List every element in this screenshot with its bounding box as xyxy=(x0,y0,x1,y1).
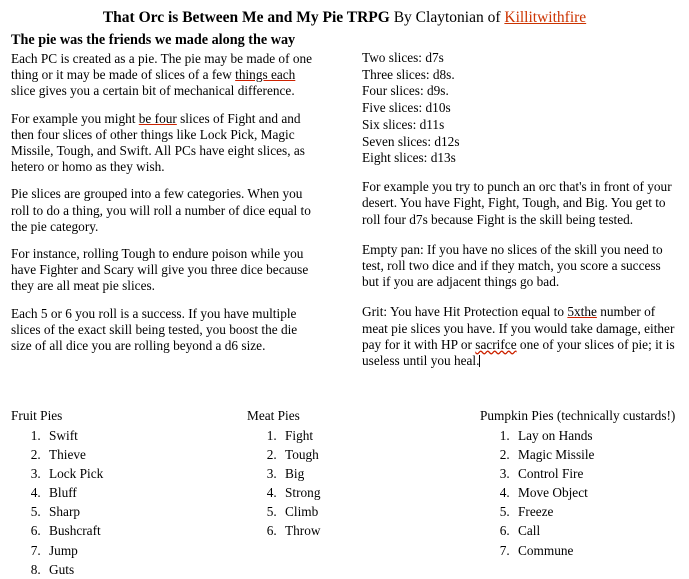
paragraph: For example you try to punch an orc that's in front of your desert. You have Fight, Fight, Tough, and Big. You get to roll four d7s because Fight is the skill being tested. xyxy=(362,179,672,227)
text-run-underlined: be four xyxy=(138,110,177,126)
dice-line: Seven slices: d12s xyxy=(362,133,460,149)
dice-line: Six slices: d11s xyxy=(362,116,445,132)
text-run: Grit: You have Hit Protection equal to xyxy=(362,304,568,320)
paragraph xyxy=(362,304,680,369)
text-run-underlined: 5xthe xyxy=(567,304,597,320)
page-title: That Orc is Between Me and My Pie TRPG xyxy=(102,9,390,26)
text-run-underlined: things each xyxy=(235,67,296,83)
meat-pies-block xyxy=(247,408,437,541)
list-item: 6. Bushcraft xyxy=(44,521,211,540)
meat-pies-heading: Meat Pies xyxy=(247,407,300,423)
text-cursor xyxy=(479,355,480,367)
pumpkin-pies-list xyxy=(480,426,680,560)
pie-category-lists xyxy=(0,407,689,577)
list-item: 7. Jump xyxy=(44,541,211,560)
dice-line: Two slices: d7s xyxy=(362,49,444,65)
text-run-misspelled: sacrifce xyxy=(475,336,517,352)
pumpkin-pies-heading: Pumpkin Pies (technically custards!) xyxy=(480,407,676,423)
paragraph: Pie slices are grouped into a few categories. When you roll to do a thing, you will roll a number of dice equal to the pie category. xyxy=(11,186,311,234)
dice-line: Eight slices: d13s xyxy=(362,150,456,166)
text-run: one of your slices of pie; it is useless until you heal. xyxy=(362,336,675,369)
pumpkin-pies-block xyxy=(480,408,680,560)
section-heading-pie: The pie was the friends we made along the way xyxy=(11,31,296,48)
list-item: 3. Big xyxy=(280,464,437,483)
list-item: 7. Commune xyxy=(513,541,680,560)
paragraph: For instance, rolling Tough to endure poison while you have Fighter and Scary will give you three dice because they are all meat pie slices. xyxy=(11,246,309,294)
author-link[interactable]: Killitwithfire xyxy=(504,9,587,26)
list-item: 6. Throw xyxy=(280,521,437,540)
list-item: 8. Guts xyxy=(44,560,211,579)
text-run: Each PC is created as a pie. The pie may be made of one thing or it may be made of slices of a few xyxy=(11,50,313,83)
right-column xyxy=(362,50,680,380)
title-byline: By Claytonian of xyxy=(389,9,505,26)
text-run: number of meat pie slices you have. If you would take damage, either pay for it with HP or xyxy=(362,304,675,352)
list-item: 4. Bluff xyxy=(44,483,211,502)
dice-line: Three slices: d8s. xyxy=(362,66,455,82)
list-item: 2. Magic Missile xyxy=(513,445,680,464)
meat-pies-list xyxy=(247,426,437,541)
list-item: 5. Climb xyxy=(280,502,437,521)
fruit-pies-block xyxy=(11,408,211,579)
list-item: 6. Call xyxy=(513,521,680,540)
text-run: slices of Fight and and then four slices of other things like Lock Pick, Magic Missile, Tough, and Swift. All PCs have eight slices, as hetero or homo as they wish. xyxy=(11,110,305,175)
left-column xyxy=(11,32,321,366)
list-item: 2. Thieve xyxy=(44,445,211,464)
dice-line: Five slices: d10s xyxy=(362,100,451,116)
list-item: 4. Move Object xyxy=(513,483,680,502)
list-item: 3. Lock Pick xyxy=(44,464,211,483)
list-item: 5. Sharp xyxy=(44,502,211,521)
list-item: 1. Fight xyxy=(280,426,437,445)
dice-line: Four slices: d9s. xyxy=(362,83,449,99)
list-item: 2. Tough xyxy=(280,445,437,464)
list-item: 1. Lay on Hands xyxy=(513,426,680,445)
list-item: 4. Strong xyxy=(280,483,437,502)
fruit-pies-heading: Fruit Pies xyxy=(11,407,63,423)
text-run: For example you might xyxy=(11,110,139,126)
paragraph xyxy=(11,51,321,100)
list-item: 3. Control Fire xyxy=(513,464,680,483)
text-run: slice gives you a certain bit of mechanical difference. xyxy=(11,83,295,99)
paragraph: Empty pan: If you have no slices of the skill you need to test, roll two dice and if they match, you score a success but if you are adjacent things go bad. xyxy=(362,241,663,290)
paragraph xyxy=(11,111,321,176)
paragraph: Each 5 or 6 you roll is a success. If you have multiple slices of the exact skill being tested, you boost the die size of all dice you are rolling beyond a d6 size. xyxy=(11,305,298,354)
dice-size-list xyxy=(362,50,680,167)
fruit-pies-list xyxy=(11,426,211,579)
list-item: 5. Freeze xyxy=(513,502,680,521)
document-title xyxy=(0,0,689,27)
body-columns xyxy=(0,32,689,404)
list-item: 1. Swift xyxy=(44,426,211,445)
